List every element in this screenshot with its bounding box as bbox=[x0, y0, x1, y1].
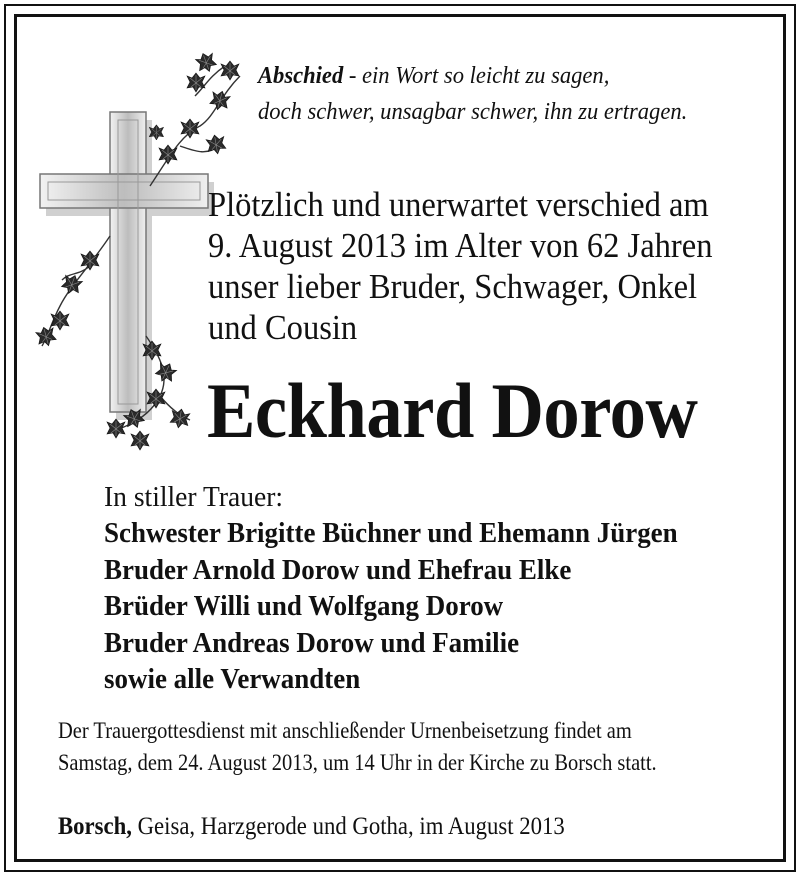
announcement-line: und Cousin bbox=[208, 308, 358, 347]
mourner-entry: Bruder Arnold Dorow und Ehefrau Elke bbox=[104, 553, 572, 586]
mourner-entry: Schwester Brigitte Büchner und Ehemann Jürgen bbox=[104, 517, 678, 549]
place-and-date bbox=[58, 812, 565, 842]
place-bold: Borsch, bbox=[58, 813, 132, 840]
service-line: Der Trauergottesdienst mit anschließender Urnenbeisetzung findet am bbox=[58, 718, 632, 743]
motto-line-1-rest: - ein Wort so leicht zu sagen, bbox=[343, 63, 610, 89]
motto-line-2: doch schwer, unsagbar schwer, ihn zu ertragen. bbox=[258, 99, 688, 125]
mourner-entry: sowie alle Verwandten bbox=[104, 663, 361, 695]
announcement-line: unser lieber Bruder, Schwager, Onkel bbox=[208, 267, 698, 306]
motto-line-1 bbox=[258, 58, 687, 94]
mourners-list bbox=[104, 515, 678, 698]
farewell-motto bbox=[258, 58, 687, 130]
funeral-service-info bbox=[58, 715, 657, 779]
mourners-label: In stiller Trauer: bbox=[104, 481, 284, 513]
motto-emphasis: Abschied bbox=[258, 63, 344, 89]
service-line: Samstag, dem 24. August 2013, um 14 Uhr in der Kirche zu Borsch statt. bbox=[58, 750, 657, 775]
mourner-entry: Bruder Andreas Dorow und Familie bbox=[104, 626, 520, 659]
deceased-name: Eckhard Dorow bbox=[207, 367, 698, 454]
mourner-entry: Brüder Willi und Wolfgang Dorow bbox=[104, 590, 504, 622]
place-rest: Geisa, Harzgerode und Gotha, im August 2013 bbox=[131, 813, 565, 840]
announcement-text bbox=[208, 184, 712, 348]
announcement-line: 9. August 2013 im Alter von 62 Jahren bbox=[208, 226, 713, 265]
announcement-line: Plötzlich und unerwartet verschied am bbox=[208, 185, 709, 224]
